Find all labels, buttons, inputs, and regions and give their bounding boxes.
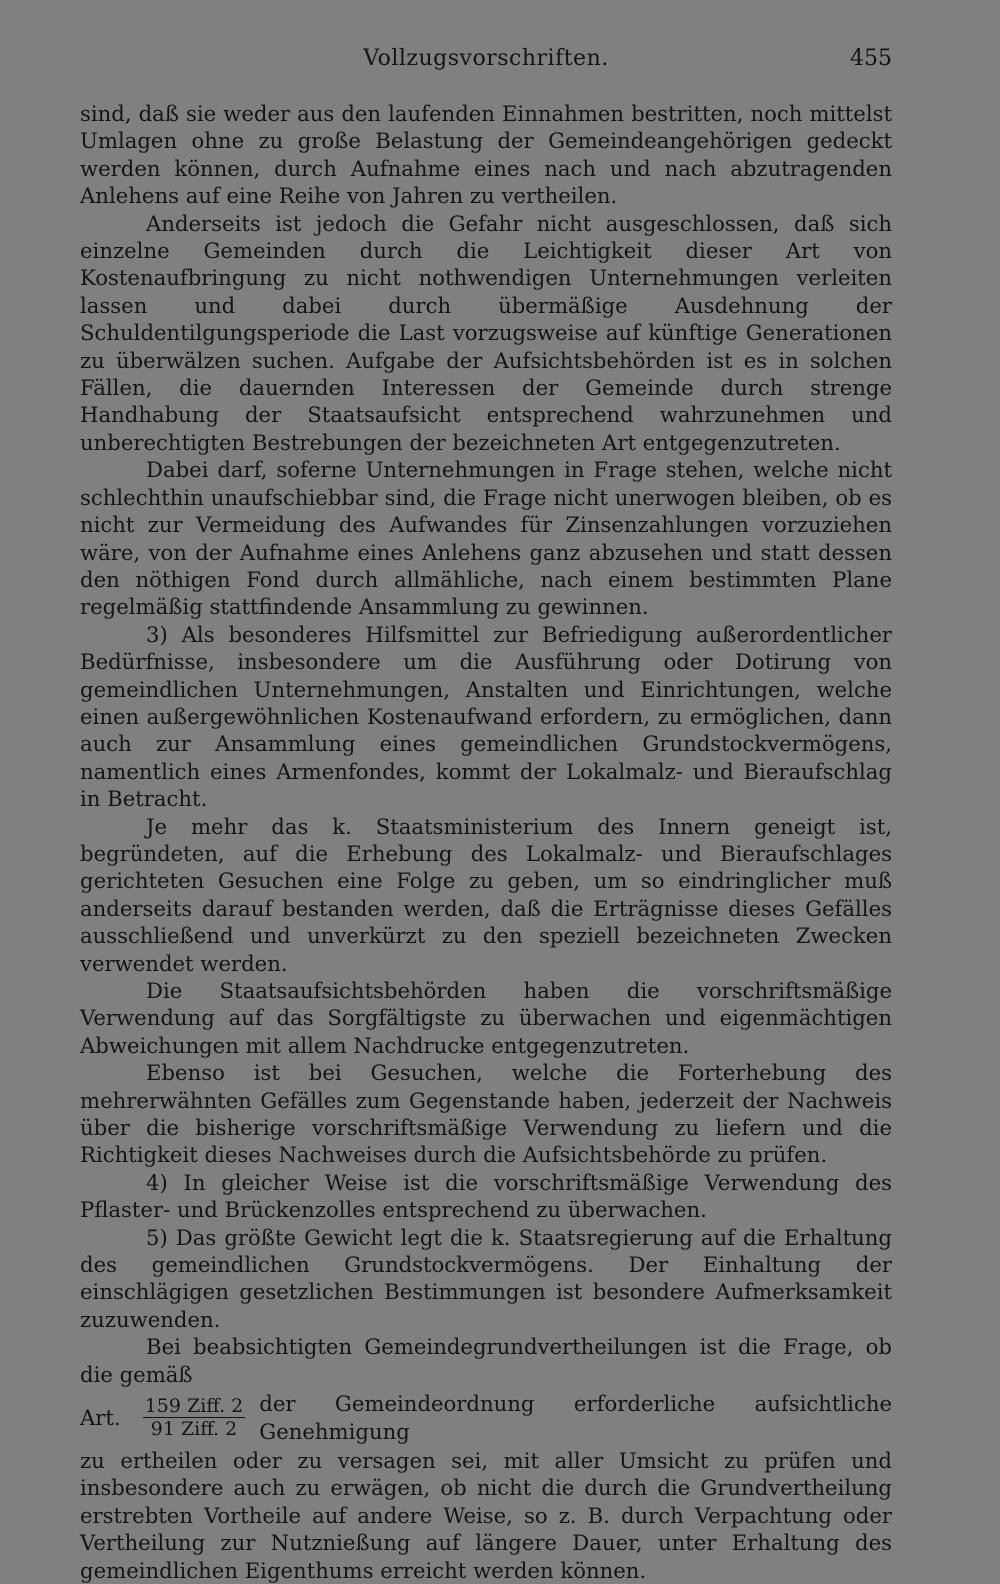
page-header xyxy=(80,40,892,80)
paragraph: zu ertheilen oder zu versagen sei, mit aller Umsicht zu prüfen und insbesondere auch zu erwägen, ob nicht die durch die Grundvertheilung erstrebten Vortheile auf andere Weise, so z. B. durch Verpachtung oder Vertheilung zur Nutznießung auf längere Dauer, unter Erhaltung des gemeindlichen Eigenthums erreicht werden können. xyxy=(80,1447,892,1583)
paragraph: Ebenso ist bei Gesuchen, welche die Forterhebung des mehrerwähnten Gefälles zum Gegenstande haben, jederzeit der Nachweis über die bisherige vorschriftsmäßige Verwendung zu liefern und die Richtigkeit dieses Nachweises durch die Aufsichtsbehörde zu prüfen. xyxy=(80,1060,892,1168)
paragraph: 3) Als besonderes Hilfsmittel zur Befriedigung außerordentlicher Bedürfnisse, insbesondere um die Ausführung oder Dotirung von gemeindlichen Unternehmungen, Anstalten und Einrichtungen, welche einen außergewöhnlichen Kostenaufwand erfordern, zu ermöglichen, dann auch zur Ansammlung eines gemeindlichen Grundstockvermögens, namentlich eines Armenfondes, kommt der Lokalmalz- und Bieraufschlag in Betracht. xyxy=(80,621,892,812)
article-label: Art. xyxy=(80,1404,121,1430)
paragraph: Anderseits ist jedoch die Gefahr nicht ausgeschlossen, daß sich einzelne Gemeinden durch die Leichtigkeit dieser Art von Kostenaufbringung zu nicht nothwendigen Unternehmungen verleiten lassen und dabei durch übermäßige Ausdehnung der Schuldentilgungsperiode die Last vorzugsweise auf künftige Generationen zu überwälzen suchen. Aufgabe der Aufsichtsbehörden ist es in solchen Fällen, die dauernden Interessen der Gemeinde durch strenge Handhabung der Staatsaufsicht entsprechend wahrzunehmen und unberechtigten Bestrebungen der bezeichneten Art entgegenzutreten. xyxy=(80,210,892,455)
article-fraction xyxy=(143,1395,246,1440)
paragraph: Bei beabsichtigten Gemeindegrundvertheilungen ist die Frage, ob die gemäß xyxy=(80,1334,892,1387)
paragraph: sind, daß sie weder aus den laufenden Einnahmen bestritten, noch mittelst Umlagen ohne zu große Belastung der Gemeindeangehörigen gedeckt werden können, durch Aufnahme eines nach und nach abzutragenden Anlehens auf eine Reihe von Jahren zu vertheilen. xyxy=(80,101,892,209)
paragraph: Die Staatsaufsichtsbehörden haben die vorschriftsmäßige Verwendung auf das Sorgfältigste zu überwachen und eigenmächtigen Abweichungen mit allem Nachdrucke entgegenzutreten. xyxy=(80,978,892,1058)
running-head: Vollzugsvorschriften. xyxy=(363,46,609,71)
body-text xyxy=(80,100,892,1584)
paragraph: Dabei darf, soferne Unternehmungen in Frage stehen, welche nicht schlechthin unaufschiebbar sind, die Frage nicht unerwogen bleiben, ob es nicht zur Vermeidung des Aufwandes für Zinsenzahlungen vorzuziehen wäre, von der Aufnahme eines Anlehens ganz abzusehen und statt dessen den nöthigen Fond durch allmähliche, nach einem bestimmten Plane regelmäßig stattfindende Ansammlung zu gewinnen. xyxy=(80,457,892,620)
book-page xyxy=(80,40,892,1583)
fraction-numerator: 159 Ziff. 2 xyxy=(144,1395,244,1417)
paragraph: 5) Das größte Gewicht legt die k. Staatsregierung auf die Erhaltung des gemeindlichen Grundstockvermögens. Der Einhaltung der einschlägigen gesetzlichen Bestimmungen ist besondere Aufmerksamkeit zuzuwenden. xyxy=(80,1224,892,1332)
fraction-denominator: 91 Ziff. 2 xyxy=(150,1418,238,1440)
page-number: 455 xyxy=(850,46,892,71)
paragraph: Je mehr das k. Staatsministerium des Innern geneigt ist, begründeten, auf die Erhebung des Lokalmalz- und Bieraufschlages gerichteten Gesuchen eine Folge zu geben, um so eindringlicher muß anderseits darauf bestanden werden, daß die Erträgnisse dieses Gefälles ausschließend und unverkürzt zu den speziell bezeichneten Zwecken verwendet werden. xyxy=(80,813,892,976)
article-line-text: der Gemeindeordnung erforderliche aufsichtliche Genehmigung xyxy=(259,1391,892,1444)
article-reference-line xyxy=(80,1390,892,1445)
paragraph: 4) In gleicher Weise ist die vorschriftsmäßige Verwendung des Pflaster- und Brückenzolles entsprechend zu überwachen. xyxy=(80,1169,892,1223)
